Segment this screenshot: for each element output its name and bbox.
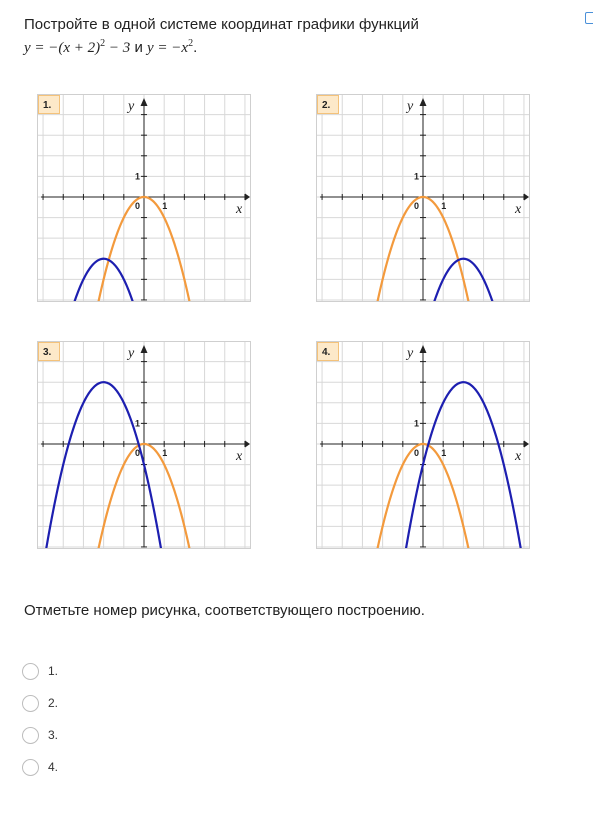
chart-3 [37,341,251,549]
y-axis-label: y [128,99,135,114]
task-formula [24,38,197,57]
y-axis-label: y [407,99,414,114]
chart-2 [316,94,530,302]
formula-conjunction: и [130,39,148,56]
badge-label: 3. [43,347,52,358]
radio-button[interactable] [22,759,39,776]
origin-label: 0 [414,200,420,211]
radio-button[interactable] [22,695,39,712]
badge-label: 4. [322,347,331,358]
formula-a-exponent: 2 [100,38,106,49]
option-label: 1. [48,664,59,678]
y-tick-label: 1 [414,418,420,429]
y-tick-label: 1 [414,171,420,182]
y-tick-label: 1 [135,418,141,429]
origin-label: 0 [135,447,141,458]
formula-end: . [193,39,198,56]
x-tick-label: 1 [441,200,447,211]
badge-label: 1. [43,100,52,111]
option-label: 3. [48,728,59,742]
x-tick-label: 1 [441,447,447,458]
y-tick-label: 1 [135,171,141,182]
formula-b-exponent: 2 [188,38,194,49]
chart-svg [316,341,530,549]
x-axis-label: x [515,448,522,464]
origin-label: 0 [135,200,141,211]
task-text: Постройте в одной системе координат графики функций [24,16,419,33]
option-label: 4. [48,760,59,774]
x-axis-label: x [236,201,243,217]
badge-label: 2. [322,100,331,111]
x-tick-label: 1 [162,200,168,211]
option-3[interactable] [22,725,58,745]
chart-1 [37,94,251,302]
y-axis-label: y [128,346,135,361]
formula-a-tail: − 3 [105,40,131,56]
option-label: 2. [48,696,59,710]
option-4[interactable] [22,757,58,777]
x-axis-label: x [236,448,243,464]
radio-button[interactable] [22,663,39,680]
question-text: Отметьте номер рисунка, соответствующего построению. [24,602,425,619]
origin-label: 0 [414,447,420,458]
x-tick-label: 1 [162,447,168,458]
chart-svg [37,94,251,302]
option-2[interactable] [22,693,58,713]
chart-4 [316,341,530,549]
option-1[interactable] [22,661,58,681]
chart-svg [37,341,251,549]
x-axis-label: x [515,201,522,217]
chart-svg [316,94,530,302]
report-icon[interactable] [585,12,593,24]
radio-button[interactable] [22,727,39,744]
formula-a: y = −(x + 2) [24,40,101,56]
formula-b: y = −x [147,40,189,56]
y-axis-label: y [407,346,414,361]
